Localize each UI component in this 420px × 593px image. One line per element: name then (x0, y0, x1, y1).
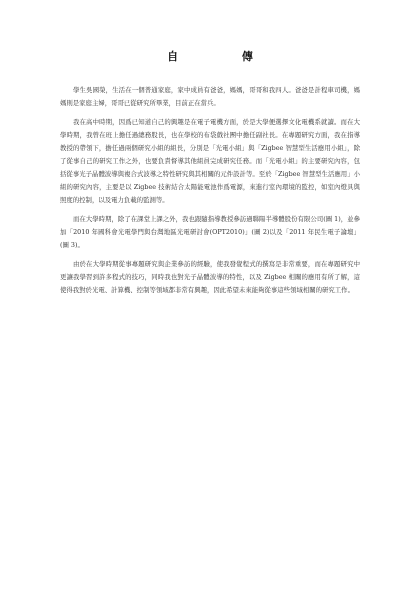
document-body (60, 84, 360, 303)
page-title: 自 傳 (167, 50, 283, 63)
paragraph-family: 學生吳國榮，生活在一個普通家庭，家中成員有爸爸，媽媽，哥哥和我四人。爸爸是計程車司機，媽媽則是家庭主婦，哥哥已從研究所畢業，目前正在當兵。 (60, 86, 360, 107)
paragraph-activities: 而在大學時期，除了在課堂上課之外，我也跟隨指導教授參訪過聯陽半導體股份有限公司(圖 1)，並參加「2010 年國科會光電學門與台灣地區光電研討會(OPT2010)」(圖 2)以及「2011 年民生電子論壇」(圖 3)。 (60, 215, 360, 249)
paragraph-goals: 由於在大學時期從事專題研究與企業參訪的經驗，使我發覺程式的撰寫是非常重要，而在專題研究中更讓我學習到許多程式的技巧，同時我也對光子晶體波導的特性，以及 Zigbee 相關的應用有所了解，這使得我對於光電、計算機、控制等領域都非常有興趣，因此希望未來能夠從事這些領域相關的研究工作。 (60, 260, 360, 294)
paragraph-university: 我在高中時期，因爲已知道自己的興趣是在電子電機方面，於是大學便選擇文化電機系就讀。而在大學時期，我曾在班上擔任過總務股長，也在學校的布袋戲社團中擔任副社長。在專題研究方面，我在指導教授的帶領下，擔任過兩個研究小組的組長，分別是「光電小組」與「Zigbee 智慧型生活應用小組」，除了從事自己的研究工作之外，也要負責督導其他組員完成研究任務。而「光電小組」的主要研究內容，包括從事光子晶體波導與複合式波導之特性研究與其相關的元件設計等。至於「Zigbee 智慧型生活應用」小組的研究內容，主要是以 Zigbee 技術結合太陽能電池作爲電源，來進行室內環境的監控，如室內燈具與照度的控制，以及電力負載的監測等。 (60, 118, 360, 204)
